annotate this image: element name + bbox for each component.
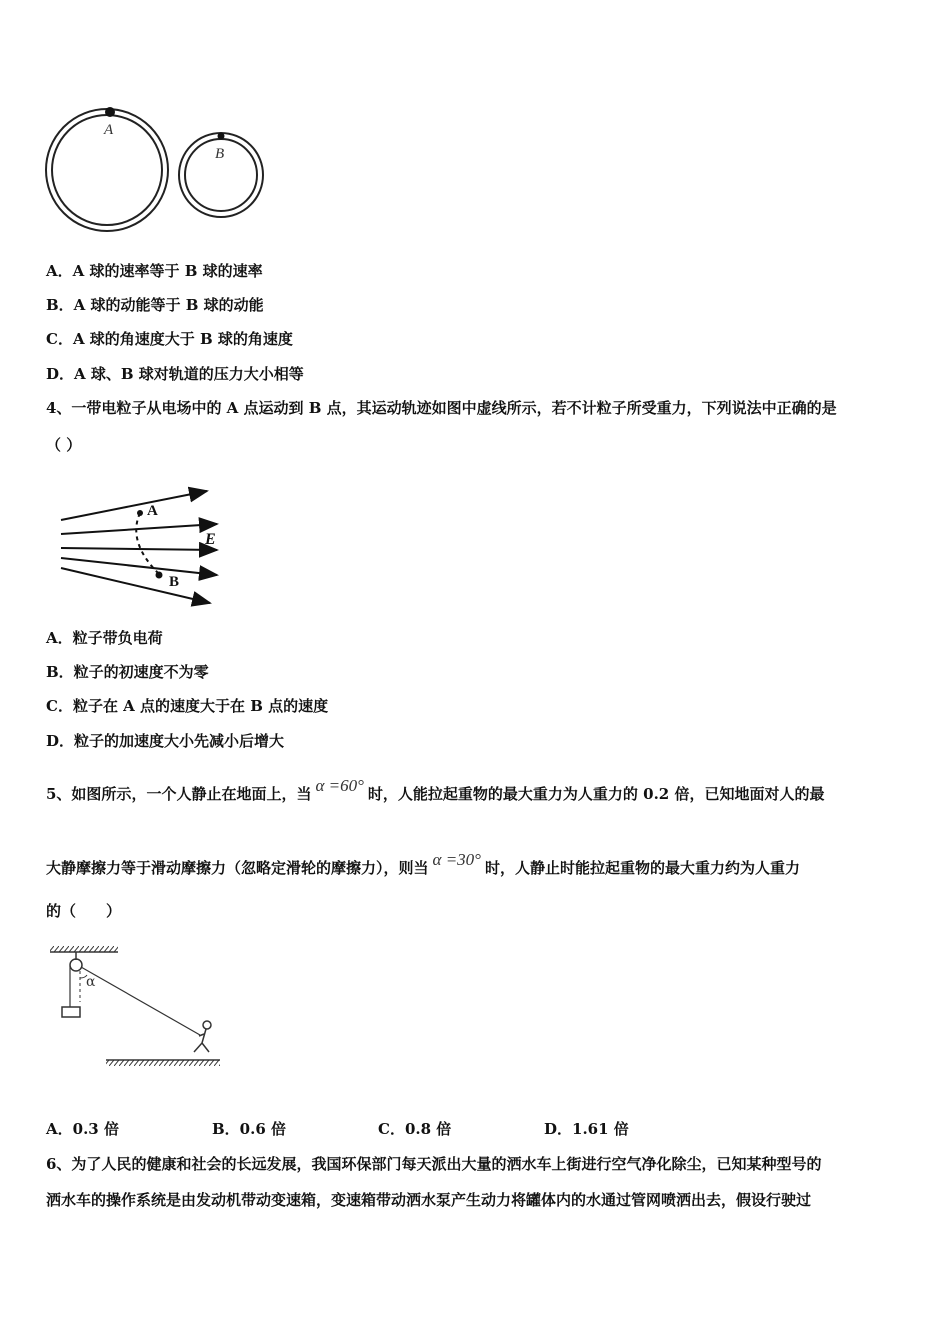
ceiling <box>50 946 118 952</box>
label-a: A <box>147 503 158 519</box>
q5-stem-line1 <box>46 776 824 804</box>
ball-b <box>218 133 225 140</box>
q5-math-alpha30: α =30° <box>432 850 481 869</box>
pulling-rope <box>81 967 200 1035</box>
q4-stem-line1: 4、一带电粒子从电场中的 A 点运动到 B 点，其运动轨迹如图中虚线所示，若不计粒子所受重力，下列说法中正确的是 <box>46 399 837 417</box>
q5-option-a: A．0.3 倍 <box>46 1120 119 1138</box>
q5-stem-line2 <box>46 850 800 878</box>
q5-option-c: C．0.8 倍 <box>378 1120 452 1138</box>
q6-stem-line2: 洒水车的操作系统是由发动机带动变速箱，变速箱带动洒水泵产生动力将罐体内的水通过管网喷洒出去，假设行驶过 <box>46 1191 812 1209</box>
label-alpha: α <box>86 974 96 990</box>
q4-option-b: B．粒子的初速度不为零 <box>46 663 209 681</box>
q5-stem-line3: 的（ ） <box>46 902 122 920</box>
q3-option-c: C．A 球的角速度大于 B 球的角速度 <box>46 330 293 348</box>
field-line-4 <box>61 558 217 575</box>
label-a: A <box>104 122 114 138</box>
q5-option-b: B．0.6 倍 <box>212 1120 286 1138</box>
q4-option-c: C．粒子在 A 点的速度大于在 B 点的速度 <box>46 697 329 715</box>
q5-line1-a: 5、如图所示，一个人静止在地面上，当 <box>46 785 312 803</box>
q3-option-d: D．A 球、B 球对轨道的压力大小相等 <box>46 365 304 383</box>
q5-line1-b: 时，人能拉起重物的最大重力为人重力的 0.2 倍，已知地面对人的最 <box>367 785 825 803</box>
circular-tracks-figure <box>40 100 270 235</box>
field-line-3 <box>61 548 217 550</box>
point-a <box>137 510 143 516</box>
q3-option-b: B．A 球的动能等于 B 球的动能 <box>46 296 264 314</box>
q3-option-a: A．A 球的速率等于 B 球的速率 <box>46 262 263 280</box>
field-line-5 <box>61 568 210 603</box>
label-e: E <box>205 531 216 548</box>
person-figure <box>194 1021 211 1052</box>
q4-stem-line2: （ ） <box>46 436 82 454</box>
q5-line2-b: 时，人静止时能拉起重物的最大重力约为人重力 <box>484 859 800 877</box>
q4-option-a: A．粒子带负电荷 <box>46 629 163 647</box>
electric-field-figure <box>55 480 230 615</box>
pulley-figure <box>44 940 229 1075</box>
trajectory-dashed <box>136 513 159 574</box>
q5-math-alpha60: α =60° <box>315 776 364 795</box>
point-b <box>156 572 163 579</box>
ball-a <box>105 107 115 117</box>
weight-block <box>62 1007 80 1017</box>
ground <box>106 1060 220 1066</box>
q5-option-d: D．1.61 倍 <box>544 1120 629 1138</box>
q4-option-d: D．粒子的加速度大小先减小后增大 <box>46 732 285 750</box>
q6-stem-line1: 6、为了人民的健康和社会的长远发展，我国环保部门每天派出大量的洒水车上街进行空气净化除尘，已知某种型号的 <box>46 1155 822 1173</box>
pulley <box>70 959 82 971</box>
field-line-1 <box>61 491 207 520</box>
field-line-2 <box>61 524 217 534</box>
label-b: B <box>215 146 225 162</box>
q5-line2-a: 大静摩擦力等于滑动摩擦力（忽略定滑轮的摩擦力），则当 <box>46 859 429 877</box>
label-b: B <box>169 574 180 590</box>
